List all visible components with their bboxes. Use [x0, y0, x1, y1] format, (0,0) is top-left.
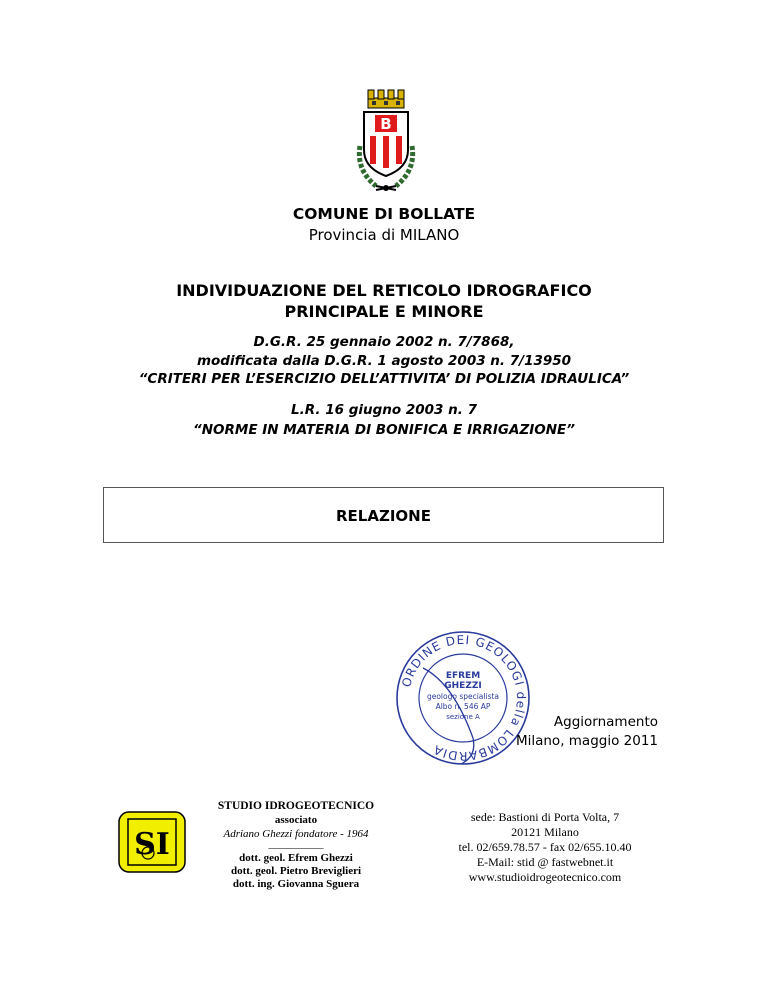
svg-text:Albo n. 546 AP: Albo n. 546 AP — [435, 702, 491, 711]
studio-logo-icon — [118, 811, 186, 873]
svg-text:GHEZZI: GHEZZI — [444, 681, 482, 691]
svg-text:geologo specialista: geologo specialista — [426, 692, 500, 701]
dgr-reference-line1: D.G.R. 25 gennaio 2002 n. 7/7868, — [253, 334, 515, 350]
svg-text:SI: SI — [134, 827, 170, 862]
provincia-name: Provincia di MILANO — [308, 226, 460, 244]
contact-city: 20121 Milano — [511, 825, 579, 839]
svg-text:B: B — [380, 115, 392, 133]
contact-website: www.studioidrogeotecnico.com — [468, 870, 622, 884]
dgr-reference-line3: “CRITERI PER L’ESERCIZIO DELL’ATTIVITA’ DI POLIZIA IDRAULICA” — [138, 371, 630, 387]
studio-member: dott. ing. Giovanna Sguera — [232, 878, 360, 890]
update-label: Aggiornamento — [553, 714, 658, 730]
document-title-line2: PRINCIPALE E MINORE — [284, 302, 484, 321]
document-title-line1: INDIVIDUAZIONE DEL RETICOLO IDROGRAFICO — [176, 281, 592, 300]
studio-member: dott. geol. Efrem Ghezzi — [239, 852, 353, 864]
studio-name: STUDIO IDROGEOTECNICO — [217, 800, 375, 812]
contact-email: E-Mail: stid @ fastwebnet.it — [476, 855, 614, 869]
studio-rule: __________ — [268, 838, 324, 850]
update-date: Milano, maggio 2011 — [515, 733, 658, 749]
svg-text:sezione A: sezione A — [446, 713, 480, 721]
contact-address: sede: Bastioni di Porta Volta, 7 — [470, 810, 620, 824]
relazione-box — [103, 487, 664, 543]
contact-phone: tel. 02/659.78.57 - fax 02/655.10.40 — [458, 840, 632, 854]
lr-reference-line2: “NORME IN MATERIA DI BONIFICA E IRRIGAZIONE” — [193, 422, 575, 438]
studio-member: dott. geol. Pietro Breviglieri — [230, 865, 362, 877]
geologist-stamp-icon — [393, 628, 533, 768]
comune-name: COMUNE DI BOLLATE — [292, 205, 476, 223]
lr-reference-line1: L.R. 16 giugno 2003 n. 7 — [291, 402, 477, 418]
svg-text:EFREM: EFREM — [445, 671, 481, 681]
svg-text:ORDINE DEI GEOLOGI della LOMBA: ORDINE DEI GEOLOGI della LOMBARDIA — [399, 632, 529, 764]
relazione-label: RELAZIONE — [336, 507, 431, 525]
dgr-reference-line2: modificata dalla D.G.R. 1 agosto 2003 n. 7/13950 — [196, 353, 572, 369]
studio-founder: Adriano Ghezzi fondatore - 1964 — [223, 828, 369, 840]
studio-type: associato — [274, 814, 318, 826]
comune-crest-icon — [350, 86, 422, 198]
